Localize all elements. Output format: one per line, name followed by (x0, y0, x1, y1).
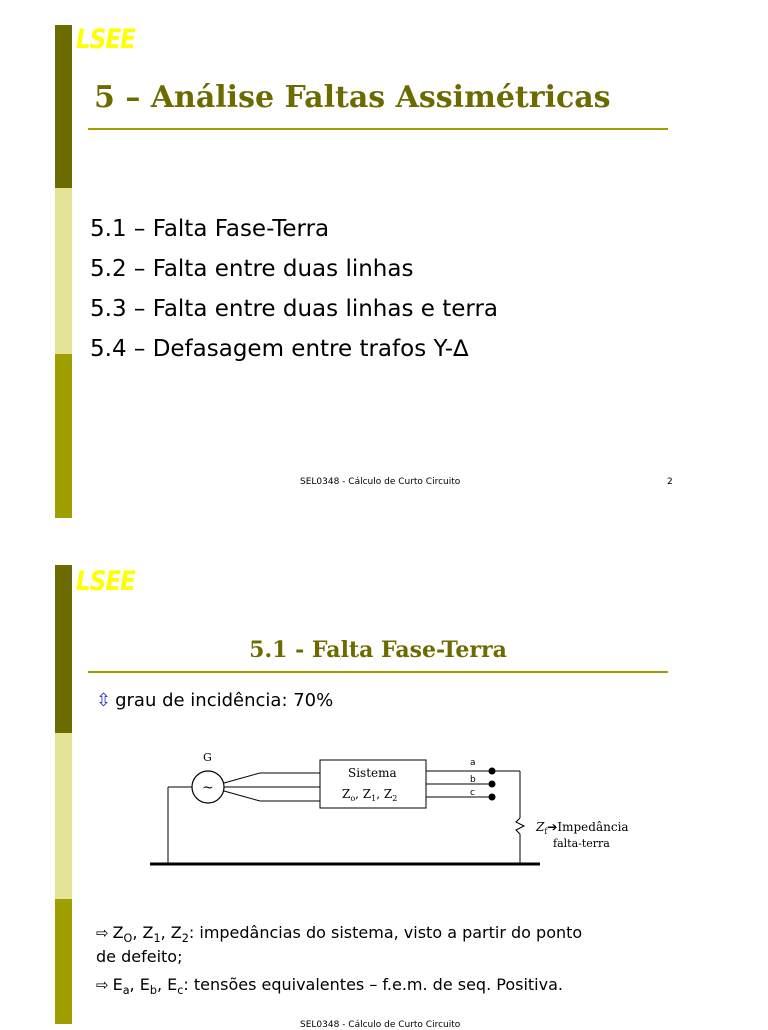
impedance-line: ⇨ $Z_O$, $Z_1$, $Z_2$: impedâncias do sistema, visto a partir do ponto (96, 923, 583, 946)
terminal-c (489, 794, 496, 801)
slide-2 (0, 540, 768, 1030)
left-bar-dark (55, 565, 72, 733)
left-bar-light (55, 733, 72, 899)
fault-resistor (516, 818, 524, 834)
arrow-right-icon: ⇨ (96, 976, 109, 994)
voltage-line: ⇨ $E_a$, $E_b$, $E_c$: tensões equivalentes – f.e.m. de seq. Positiva. (96, 975, 563, 998)
footer-course: SEL0348 - Cálculo de Curto Circuito (300, 1020, 461, 1030)
wire (224, 773, 260, 783)
list-item: 5.3 – Falta entre duas linhas e terra (90, 296, 499, 322)
list-item: 5.2 – Falta entre duas linhas (90, 256, 414, 282)
fault-impedance-desc: falta-terra (553, 837, 610, 850)
phase-label-c: c (470, 788, 475, 798)
left-bar-olive (55, 354, 72, 518)
fault-impedance-label: $Z_f➔Impedância$ (536, 820, 629, 836)
list-item: 5.1 – Falta Fase-Terra (90, 216, 330, 242)
footer-course: SEL0348 - Cálculo de Curto Circuito (300, 477, 461, 487)
phase-label-a: a (470, 758, 476, 768)
slide-title: 5 – Análise Faltas Assimétricas (94, 80, 611, 115)
list-item: 5.4 – Defasagem entre trafos Y-∆ (90, 336, 469, 362)
title-rule (88, 128, 668, 130)
phase-label-b: b (470, 775, 476, 785)
page-number: 2 (667, 477, 673, 487)
lsee-logo: LSEE (76, 566, 136, 597)
impedance-line-continued: de defeito; (96, 947, 183, 966)
lsee-logo: LSEE (76, 24, 136, 55)
left-bar-light (55, 188, 72, 354)
wire (224, 791, 260, 801)
left-bar-olive (55, 899, 72, 1024)
system-box-title: Sistema (348, 766, 397, 780)
circuit-diagram (140, 740, 660, 875)
left-bar-dark (55, 25, 72, 188)
slide-title: 5.1 - Falta Fase-Terra (249, 637, 507, 663)
bullet-incidence (96, 690, 333, 711)
title-rule (88, 671, 668, 673)
system-box-impedances: $Z_o$, $Z_1$, $Z_2$ (342, 787, 398, 803)
bullet-text: grau de incidência: 70% (115, 690, 334, 711)
generator-label: G (203, 751, 212, 764)
generator-tilde: ~ (202, 780, 214, 796)
terminal-b (489, 781, 496, 788)
hand-pointer-icon: ⇳ (96, 690, 112, 711)
arrow-right-icon: ⇨ (96, 924, 109, 942)
